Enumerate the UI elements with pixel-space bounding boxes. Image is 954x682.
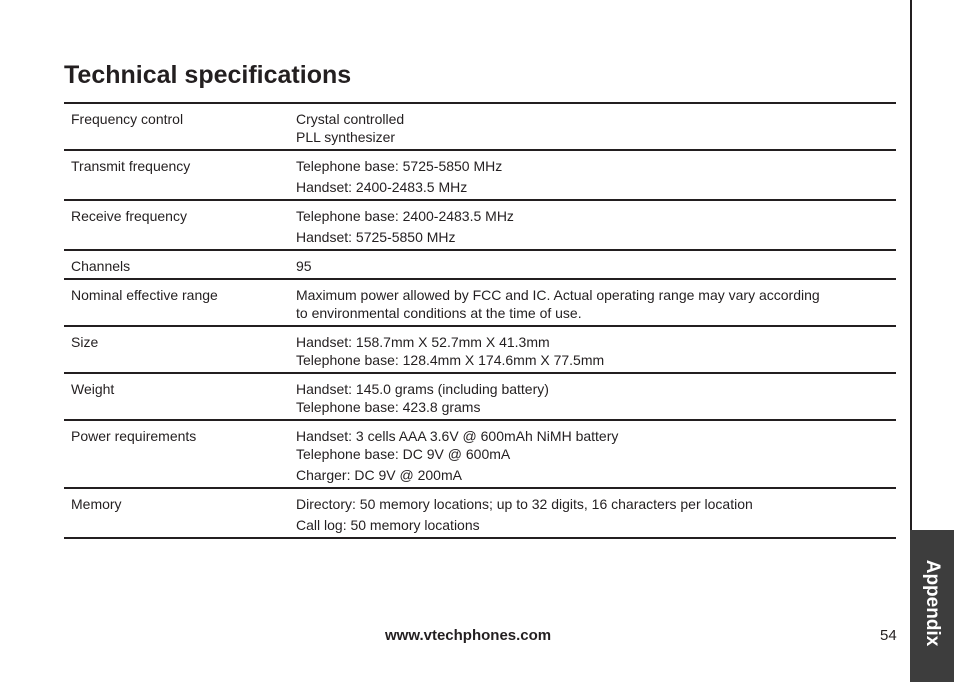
spec-row bbox=[64, 251, 896, 280]
spec-value-line: Handset: 145.0 grams (including battery) bbox=[296, 381, 549, 397]
spec-row bbox=[64, 374, 896, 421]
spec-label: Size bbox=[71, 334, 99, 350]
spec-value bbox=[296, 257, 896, 275]
spec-label: Channels bbox=[71, 258, 131, 274]
spec-label: Frequency control bbox=[71, 111, 184, 127]
spec-value bbox=[296, 286, 896, 322]
spec-value bbox=[296, 207, 896, 246]
footer-url: www.vtechphones.com bbox=[385, 627, 552, 644]
spec-label: Memory bbox=[71, 496, 122, 512]
spec-value-line: Charger: DC 9V @ 200mA bbox=[296, 467, 462, 483]
spec-row bbox=[64, 421, 896, 489]
page-title: Technical specifications bbox=[64, 61, 352, 89]
spec-value-line: Handset: 3 cells AAA 3.6V @ 600mAh NiMH battery bbox=[296, 428, 619, 444]
spec-row bbox=[64, 151, 896, 201]
spec-value bbox=[296, 333, 896, 369]
spec-value bbox=[296, 495, 896, 534]
spec-value-line: Handset: 158.7mm X 52.7mm X 41.3mm bbox=[296, 334, 550, 350]
spec-row bbox=[64, 327, 896, 374]
spec-label: Nominal effective range bbox=[71, 287, 218, 303]
spec-value-line: Directory: 50 memory locations; up to 32 digits, 16 characters per location bbox=[296, 496, 753, 512]
spec-value-line: Maximum power allowed by FCC and IC. Actual operating range may vary according bbox=[296, 287, 820, 303]
spec-value-line: Telephone base: 5725-5850 MHz bbox=[296, 158, 503, 174]
spec-label: Receive frequency bbox=[71, 208, 187, 224]
spec-value-line: to environmental conditions at the time of use. bbox=[296, 305, 582, 321]
spec-value bbox=[296, 110, 896, 146]
spec-value-line: Telephone base: 128.4mm X 174.6mm X 77.5mm bbox=[296, 352, 605, 368]
spec-table bbox=[64, 102, 896, 539]
spec-row bbox=[64, 104, 896, 151]
spec-label: Power requirements bbox=[71, 428, 197, 444]
spec-value-line: Handset: 5725-5850 MHz bbox=[296, 229, 456, 245]
spec-label: Transmit frequency bbox=[71, 158, 191, 174]
spec-row bbox=[64, 280, 896, 327]
spec-row bbox=[64, 489, 896, 539]
spec-value-line: Handset: 2400-2483.5 MHz bbox=[296, 179, 468, 195]
spec-value bbox=[296, 427, 896, 484]
spec-value-line: Telephone base: 423.8 grams bbox=[296, 399, 481, 415]
spec-value-line: Crystal controlled bbox=[296, 111, 405, 127]
spec-value bbox=[296, 380, 896, 416]
spec-value-line: PLL synthesizer bbox=[296, 129, 396, 145]
spec-value-line: Telephone base: 2400-2483.5 MHz bbox=[296, 208, 514, 224]
spec-label: Weight bbox=[71, 381, 115, 397]
side-border-line bbox=[910, 0, 912, 530]
page-number: 54 bbox=[880, 627, 897, 644]
appendix-tab-label: Appendix bbox=[922, 559, 943, 647]
spec-value-line: Call log: 50 memory locations bbox=[296, 517, 480, 533]
spec-value-line: 95 bbox=[296, 258, 312, 274]
spec-value bbox=[296, 157, 896, 196]
spec-value-line: Telephone base: DC 9V @ 600mA bbox=[296, 446, 511, 462]
spec-row bbox=[64, 201, 896, 251]
